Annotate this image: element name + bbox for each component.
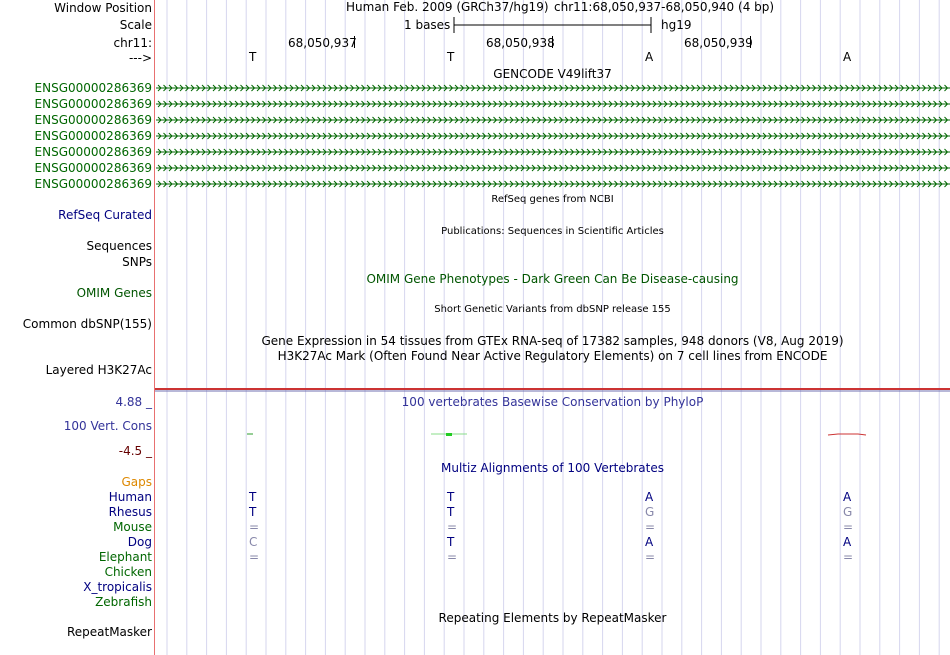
gencode-gene-feature[interactable] (156, 99, 950, 109)
alignment-base: = (447, 550, 458, 564)
scale-bar (450, 15, 660, 35)
cons-max-label: 4.88 _ (115, 395, 152, 409)
gencode-gene-label[interactable]: ENSG00000286369 (34, 145, 152, 159)
species-label[interactable]: Rhesus (108, 505, 152, 519)
alignment-base: T (447, 535, 455, 549)
gencode-gene-label[interactable]: ENSG00000286369 (34, 129, 152, 143)
omim-track-title: OMIM Gene Phenotypes - Dark Green Can Be Disease-causing (366, 272, 739, 286)
alignment-base: C (249, 535, 258, 549)
coord-tick-3: 68,050,939 (684, 36, 753, 50)
species-label[interactable]: Elephant (98, 550, 152, 564)
alignment-base: = (843, 520, 854, 534)
refseq-track-title: RefSeq genes from NCBI (491, 194, 614, 205)
species-label[interactable]: X_tropicalis (83, 580, 152, 594)
pubs-sequences-label[interactable]: Sequences (86, 239, 152, 253)
phylop-track-title: 100 vertebrates Basewise Conservation by PhyloP (401, 395, 704, 409)
omim-track-label[interactable]: OMIM Genes (76, 286, 152, 300)
coord-tick-marks (0, 34, 950, 50)
coord-tick-2: 68,050,938 (486, 36, 555, 50)
alignment-base: A (645, 490, 654, 504)
chrom-label: chr11: (113, 36, 152, 50)
base-4: A (843, 50, 852, 64)
species-label[interactable]: Zebrafish (95, 595, 152, 609)
dbsnp-track-label[interactable]: Common dbSNP(155) (22, 317, 152, 331)
label-divider (154, 0, 155, 655)
gaps-label: Gaps (121, 475, 152, 489)
position-readout: chr11:68,050,937-68,050,940 (4 bp) (554, 0, 775, 14)
species-label[interactable]: Human (108, 490, 152, 504)
alignment-base: G (645, 505, 655, 519)
alignment-base: = (249, 550, 260, 564)
gtex-track-title: Gene Expression in 54 tissues from GTEx RNA-seq of 17382 samples, 948 donors (V8, Aug 2019) (261, 334, 844, 348)
pubs-snps-label[interactable]: SNPs (122, 255, 152, 269)
gencode-gene-feature[interactable] (156, 163, 950, 173)
scale-label: Scale (119, 18, 152, 32)
alignment-base: = (843, 550, 854, 564)
scale-db: hg19 (661, 18, 692, 32)
cons-min-label: -4.5 _ (118, 444, 152, 458)
h3k27ac-signal (155, 386, 950, 394)
gencode-gene-feature[interactable] (156, 131, 950, 141)
cons-track-label[interactable]: 100 Vert. Cons (63, 419, 152, 433)
strand-label: ---> (128, 51, 152, 65)
gencode-gene-feature[interactable] (156, 83, 950, 93)
alignment-base: A (843, 535, 852, 549)
rmsk-track-label[interactable]: RepeatMasker (66, 625, 152, 639)
phylop-signal (0, 428, 950, 440)
gencode-gene-label[interactable]: ENSG00000286369 (34, 113, 152, 127)
h3k27ac-track-title: H3K27Ac Mark (Often Found Near Active Regulatory Elements) on 7 cell lines from ENCODE (277, 349, 828, 363)
gencode-gene-feature[interactable] (156, 179, 950, 189)
alignment-base: T (447, 505, 455, 519)
dbsnp-track-title: Short Genetic Variants from dbSNP release 155 (434, 304, 671, 315)
species-label[interactable]: Mouse (113, 520, 152, 534)
alignment-base: = (447, 520, 458, 534)
rmsk-track-title: Repeating Elements by RepeatMasker (438, 611, 667, 625)
h3k27ac-track-label[interactable]: Layered H3K27Ac (45, 363, 152, 377)
alignment-base: T (249, 490, 257, 504)
gencode-gene-label[interactable]: ENSG00000286369 (34, 177, 152, 191)
gencode-gene-label[interactable]: ENSG00000286369 (34, 161, 152, 175)
base-1: T (249, 50, 257, 64)
multiz-track-title: Multiz Alignments of 100 Vertebrates (440, 461, 665, 475)
species-label[interactable]: Chicken (104, 565, 152, 579)
assembly-title: Human Feb. 2009 (GRCh37/hg19) (346, 0, 549, 14)
window-position-label: Window Position (54, 1, 152, 15)
refseq-track-label[interactable]: RefSeq Curated (58, 208, 152, 222)
alignment-base: A (843, 490, 852, 504)
gencode-gene-label[interactable]: ENSG00000286369 (34, 81, 152, 95)
scale-bar-text: 1 bases (404, 18, 451, 32)
alignment-base: = (645, 520, 656, 534)
gencode-track-title: GENCODE V49lift37 (493, 67, 612, 81)
alignment-base: = (249, 520, 260, 534)
species-label[interactable]: Dog (127, 535, 152, 549)
alignment-base: = (645, 550, 656, 564)
gencode-gene-label[interactable]: ENSG00000286369 (34, 97, 152, 111)
alignment-base: A (645, 535, 654, 549)
base-2: T (447, 50, 455, 64)
alignment-base: T (447, 490, 455, 504)
base-3: A (645, 50, 654, 64)
gencode-gene-feature[interactable] (156, 115, 950, 125)
gencode-gene-feature[interactable] (156, 147, 950, 157)
alignment-base: G (843, 505, 853, 519)
pubs-track-title: Publications: Sequences in Scientific Articles (441, 226, 664, 237)
coord-tick-1: 68,050,937 (288, 36, 357, 50)
alignment-base: T (249, 505, 257, 519)
